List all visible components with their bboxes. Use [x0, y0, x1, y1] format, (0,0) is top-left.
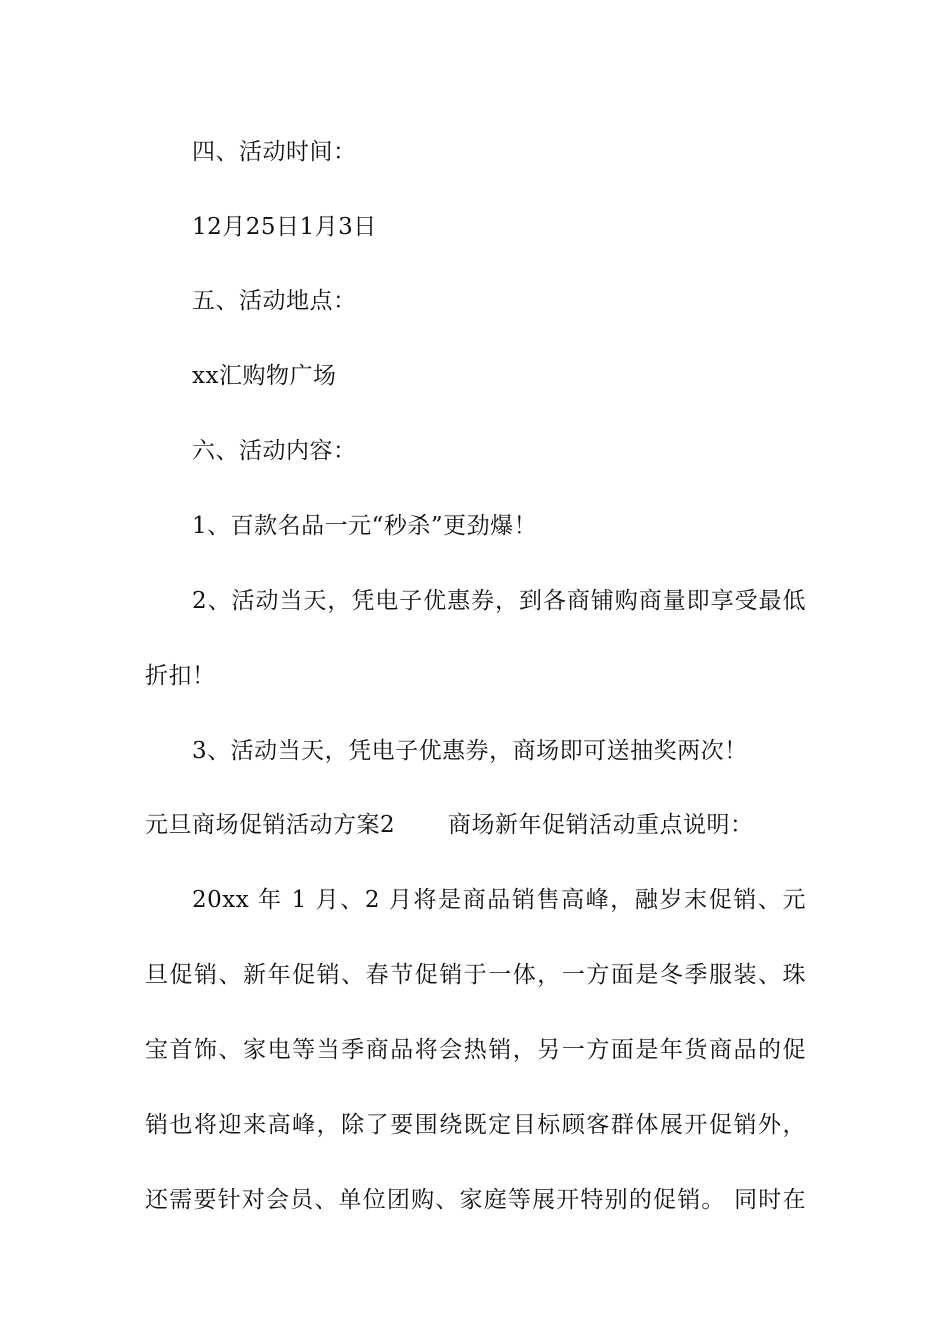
content-item-3: 3、活动当天，凭电子优惠券，商场即可送抽奖两次！: [192, 738, 748, 764]
content-item-1: 1、百款名品一元“秒杀”更劲爆！: [192, 513, 538, 539]
content-item-2-line-1: 2、活动当天，凭电子优惠券，到各商铺购商量即享受最低: [192, 588, 806, 614]
plan-2-subtitle: 商场新年促销活动重点说明：: [448, 812, 754, 838]
section-heading-location: 五、活动地点：: [192, 288, 357, 314]
section-heading-content: 六、活动内容：: [192, 438, 357, 464]
section-heading-time: 四、活动时间：: [192, 139, 357, 165]
paragraph-line-4: 销也将迎来高峰，除了要围绕既定目标顾客群体展开促销外，: [145, 1112, 806, 1138]
plan-2-title: 元旦商场促销活动方案2: [145, 812, 396, 838]
content-item-2-line-2: 折扣！: [145, 663, 216, 689]
paragraph-line-2: 旦促销、新年促销、春节促销于一体，一方面是冬季服装、珠: [145, 962, 806, 988]
activity-date: 12月25日1月3日: [192, 214, 377, 240]
paragraph-line-3: 宝首饰、家电等当季商品将会热销，另一方面是年货商品的促: [145, 1037, 806, 1063]
paragraph-line-1: 20xx 年 1 月、2 月将是商品销售高峰，融岁末促销、元: [192, 887, 806, 913]
activity-location: xx汇购物广场: [192, 363, 337, 389]
paragraph-line-5: 还需要针对会员、单位团购、家庭等展开特别的促销。 同时在: [145, 1187, 806, 1213]
